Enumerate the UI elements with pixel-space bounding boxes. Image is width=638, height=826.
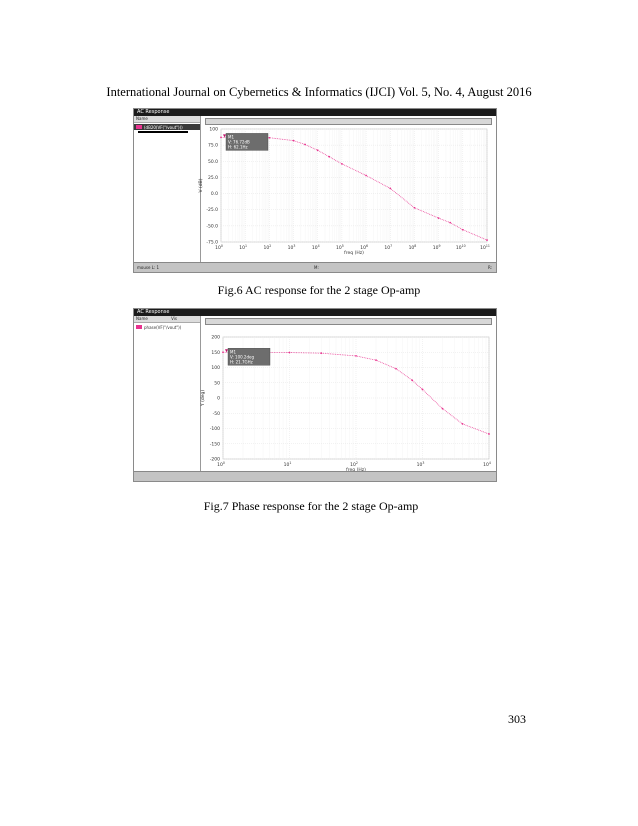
ac-response-chart [201, 116, 497, 258]
figure-7-caption: Fig.7 Phase response for the 2 stage Op-amp [203, 499, 419, 513]
marker-icon [225, 349, 228, 352]
data-point [328, 156, 330, 158]
trace-color-swatch [136, 125, 142, 129]
x-tick-label: $10^{11}$ [480, 244, 490, 251]
data-point [365, 175, 367, 177]
marker-text: H: 21.7GHz [230, 359, 253, 365]
y-tick-label: 0.0 [210, 192, 218, 198]
trace-color-swatch [136, 325, 142, 329]
y-tick-label: 75.0 [207, 143, 218, 149]
marker-text: H: 62.1Hz [228, 144, 248, 150]
y-tick-label: -50.0 [206, 224, 218, 230]
data-point [320, 352, 322, 354]
x-tick-label: $10^0$ [215, 244, 223, 251]
ac-response-window [133, 108, 497, 273]
data-point [222, 351, 224, 353]
plot-area[interactable] [201, 116, 496, 263]
y-tick-label: 200 [211, 335, 220, 341]
y-tick-label: -25.0 [206, 208, 218, 214]
x-tick-label: $10^7$ [384, 244, 393, 251]
data-point [442, 408, 444, 410]
plot-area[interactable] [201, 316, 496, 472]
x-tick-label: $10^5$ [336, 244, 344, 251]
y-tick-label: 50 [214, 381, 220, 387]
data-point [289, 352, 291, 354]
x-tick-label: $10^0$ [217, 461, 225, 468]
data-point [304, 144, 306, 146]
x-tick-label: $10^9$ [432, 244, 441, 251]
data-point [486, 239, 488, 241]
x-tick-label: $10^3$ [416, 461, 425, 468]
trace-label: (dB20(VF("/vout"))) [144, 124, 183, 130]
phase-response-window [133, 308, 497, 482]
data-point [414, 207, 416, 209]
data-point [317, 149, 319, 151]
phase-response-chart [201, 316, 497, 474]
data-point [438, 217, 440, 219]
data-point [220, 136, 222, 138]
status-bar [134, 471, 496, 481]
data-point [462, 229, 464, 231]
data-point [375, 359, 377, 361]
status-bar [134, 262, 496, 272]
trace-label: phase(VF("/vout")) [144, 324, 182, 330]
y-tick-label: -150 [209, 442, 220, 448]
trace-panel[interactable] [134, 316, 201, 472]
y-tick-label: 100 [209, 127, 218, 133]
marker-text: V: 100.2deg [230, 354, 255, 360]
marker-icon [223, 134, 226, 137]
y-tick-label: 0 [217, 396, 220, 402]
trace-panel[interactable] [134, 116, 201, 263]
x-tick-label: $10^1$ [239, 244, 248, 251]
x-tick-label: $10^2$ [350, 461, 358, 468]
window-title: AC Response [134, 309, 496, 316]
status-right: R: [487, 265, 492, 270]
y-tick-label: 50.0 [207, 159, 218, 165]
y-axis-label: Y (deg) [201, 389, 206, 407]
page-number: 303 [508, 712, 526, 726]
data-point [355, 355, 357, 357]
data-point [389, 188, 391, 190]
y-tick-label: 150 [211, 350, 220, 356]
x-tick-label: $10^6$ [360, 244, 368, 251]
marker-text: M1 [230, 349, 236, 355]
data-point [268, 137, 270, 139]
data-point [488, 433, 490, 435]
y-tick-label: -200 [209, 457, 220, 463]
data-point [341, 163, 343, 165]
divider [138, 131, 188, 133]
x-tick-label: $10^8$ [408, 244, 417, 251]
journal-header: International Journal on Cybernetics & Informatics (IJCI) Vol. 5, No. 4, August 2016 [106, 85, 532, 99]
marker-text: M1 [228, 134, 234, 140]
x-tick-label: $10^3$ [287, 244, 296, 251]
window-title: AC Response [134, 109, 496, 116]
y-tick-label: -50 [212, 411, 220, 417]
data-point [422, 389, 424, 391]
data-point [449, 222, 451, 224]
y-axis-label: V (dB) [199, 178, 204, 193]
data-point [411, 379, 413, 381]
trace-panel-header: Name Vis [134, 316, 200, 323]
y-tick-label: -75.0 [206, 240, 218, 246]
x-tick-label: $10^2$ [263, 244, 272, 251]
marker-text: V: 76.72dB [228, 139, 250, 145]
trace-panel-header: Name [134, 116, 200, 123]
data-point [395, 368, 397, 370]
x-tick-label: $10^{10}$ [455, 244, 466, 251]
data-point [293, 140, 295, 142]
y-tick-label: 100 [211, 366, 220, 371]
x-tick-label: $10^1$ [283, 461, 292, 468]
figure-6-caption: Fig.6 AC response for the 2 stage Op-amp [217, 283, 421, 297]
series-line [221, 137, 487, 240]
x-tick-label: $10^4$ [483, 461, 491, 468]
y-tick-label: 25.0 [207, 175, 218, 181]
status-mid: M: [314, 265, 319, 270]
trace-item[interactable] [134, 124, 200, 130]
x-tick-label: $10^4$ [311, 244, 320, 251]
y-tick-label: -100 [209, 427, 220, 432]
x-axis-label: freq (Hz) [344, 251, 364, 256]
data-point [462, 423, 464, 425]
trace-item[interactable] [134, 324, 200, 330]
status-left: mouse L: 1 [137, 265, 160, 270]
